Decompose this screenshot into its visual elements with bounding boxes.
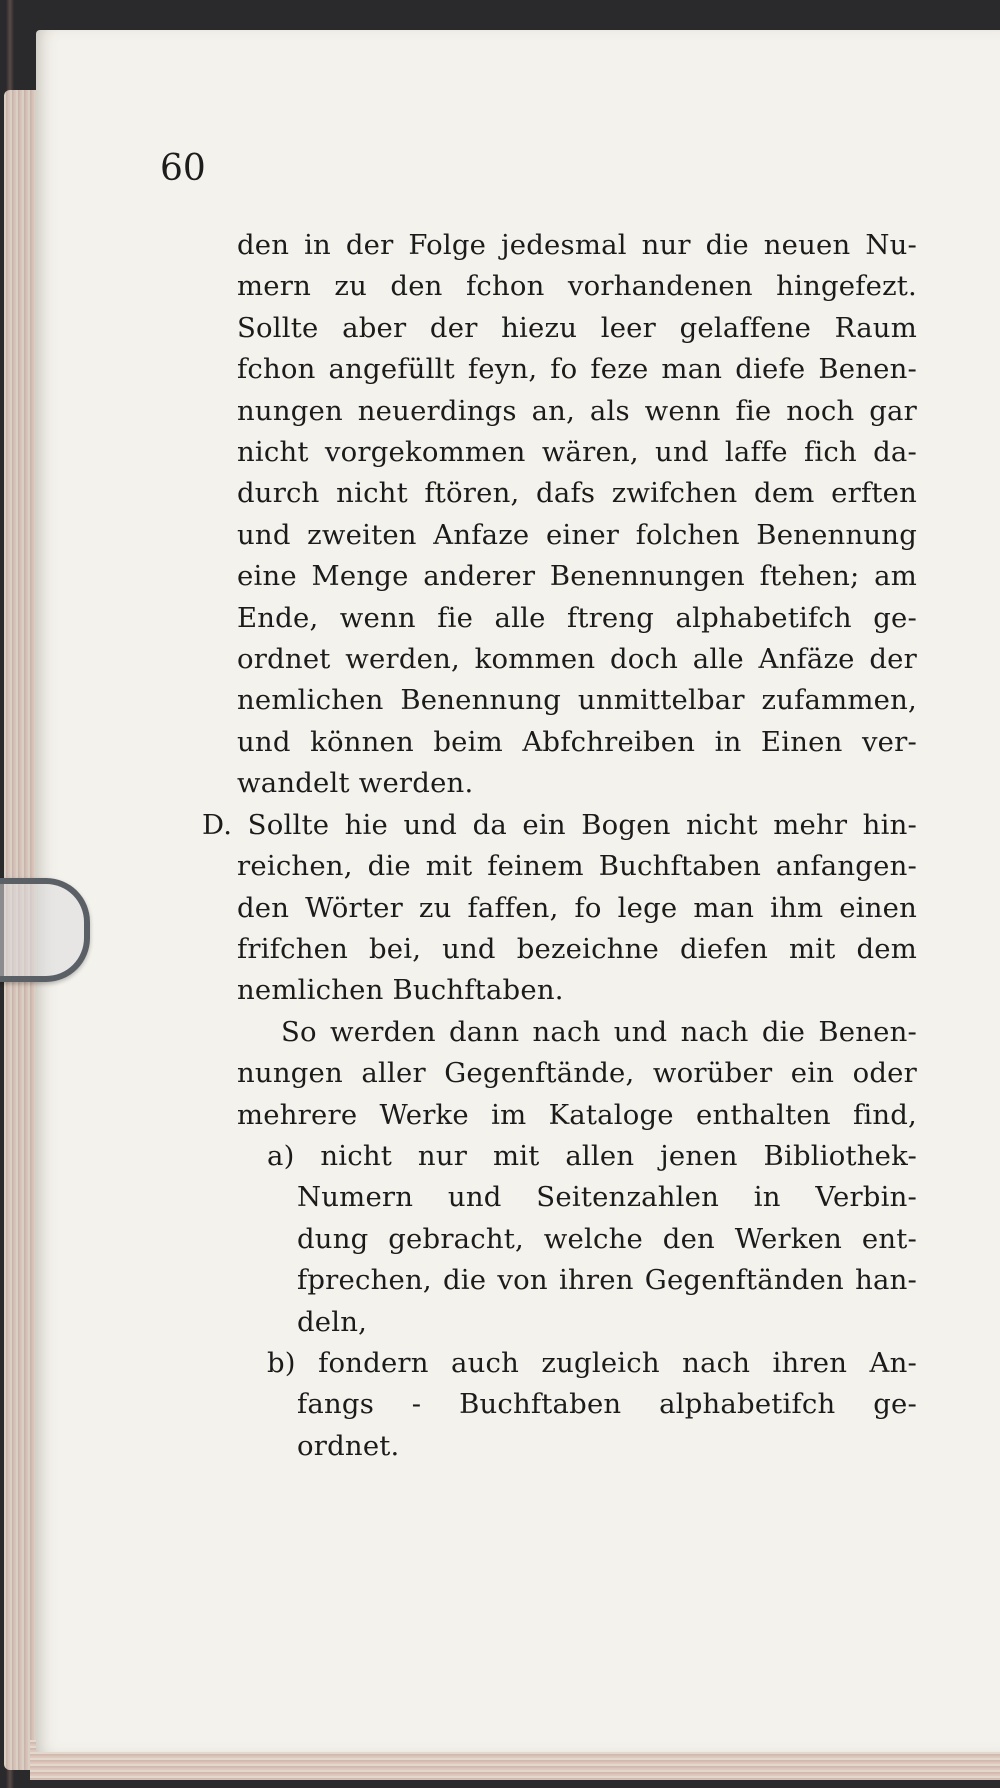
text-line-section-d: D. Sollte hie und da ein Bogen nicht mehr hin- (202, 808, 917, 841)
body-text (202, 225, 917, 1467)
text-line-paragraph-start: So werden dann nach und nach die Benen- (281, 1015, 917, 1048)
text-line: nungen aller Gegenftände, worüber ein oder (237, 1057, 917, 1090)
text-line: den Wörter zu faffen, fo lege man ihm einen (237, 891, 917, 924)
text-line: ordnet werden, kommen doch alle Anfäze der (237, 643, 917, 676)
text-line: nemlichen Buchftaben. (237, 974, 564, 1007)
text-line: mern zu den fchon vorhandenen hingefezt. (237, 270, 917, 303)
text-line: eine Menge anderer Benennungen ftehen; am (237, 560, 917, 593)
text-line: und können beim Abfchreiben in Einen ver- (237, 725, 917, 758)
text-line: nicht vorgekommen wären, und laffe fich da- (237, 436, 917, 469)
text-line: Numern und Seitenzahlen in Verbin- (297, 1181, 917, 1214)
text-line: fangs - Buchftaben alphabetifch ge- (297, 1388, 917, 1421)
text-line: den in der Folge jedesmal nur die neuen Nu- (237, 229, 917, 261)
text-line: mehrere Werke im Kataloge enthalten find, (237, 1098, 917, 1131)
text-line: deln, (297, 1305, 368, 1338)
text-line: nemlichen Benennung unmittelbar zufammen, (237, 684, 917, 717)
text-line: fchon angefüllt feyn, fo feze man diefe Benen- (237, 353, 917, 386)
book-clip-icon (0, 878, 90, 982)
text-line: durch nicht ftören, dafs zwifchen dem erften (237, 477, 917, 510)
text-line: Sollte aber der hiezu leer gelaffene Raum (237, 311, 917, 344)
text-line-item-b: b) fondern auch zugleich nach ihren An- (267, 1346, 917, 1379)
text-line: wandelt werden. (237, 767, 474, 800)
page-number: 60 (160, 148, 206, 189)
text-line-item-a: a) nicht nur mit allen jenen Bibliothek- (267, 1139, 917, 1172)
text-line: reichen, die mit feinem Buchftaben anfangen- (237, 850, 917, 883)
text-line: nungen neuerdings an, als wenn fie noch gar (237, 394, 917, 427)
text-line: und zweiten Anfaze einer folchen Benennung (237, 518, 917, 551)
text-line: fprechen, die von ihren Gegenftänden han- (297, 1264, 917, 1297)
text-line: ordnet. (297, 1429, 400, 1462)
text-line: frifchen bei, und bezeichne diefen mit dem (237, 932, 917, 965)
text-line: dung gebracht, welche den Werken ent- (297, 1222, 917, 1255)
text-line: Ende, wenn fie alle ftreng alphabetifch ge- (237, 601, 917, 634)
